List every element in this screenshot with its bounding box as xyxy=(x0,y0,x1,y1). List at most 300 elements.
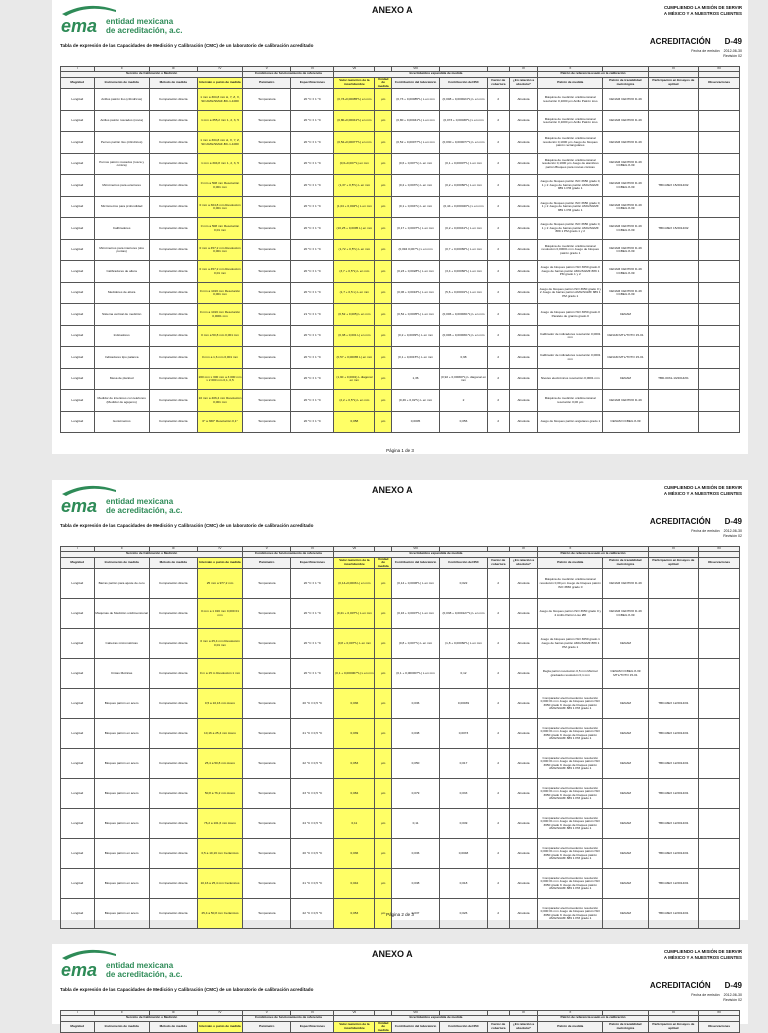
column-header: Participación en Ensayos de aptitud xyxy=(648,1021,698,1033)
cell-ibc: (0,008 + 0,000024*L) L en mm xyxy=(440,89,488,111)
cell-par: Temperatura xyxy=(243,659,291,689)
column-number: II xyxy=(94,547,149,552)
cell-pat: Comparador electromecánico resolución 0,000 01 mm Juego de bloques patrón ISO 3650 grado K Juego de bloques patrón AMG/SGMF 889 1 PM grado 1 xyxy=(538,869,603,899)
group-header: Condiciones de funcionamiento de referencia xyxy=(243,551,334,557)
column-number: X xyxy=(538,547,603,552)
cell-uni: µm xyxy=(375,749,392,779)
cell-k: 2 xyxy=(488,599,510,629)
cell-lab: 0,079 xyxy=(392,779,440,809)
cell-inst: Goniómetros xyxy=(94,411,149,433)
cell-esp: 21 °C ± 0,5 °C xyxy=(291,719,334,749)
cell-uni: µm xyxy=(375,368,392,390)
cell-obs xyxy=(699,261,740,283)
cmc-table-page-3 xyxy=(60,1010,740,1033)
cell-abs: Absoluta xyxy=(509,599,538,629)
document-page-1 xyxy=(52,0,748,454)
cell-pat: Comparador electromecánico resolución 0,000 01 mm Juego de bloques patrón ISO 3650 grado K Juego de bloques patrón AMG/SGMF 889 1 PM grado 1 xyxy=(538,719,603,749)
cell-uni: µm xyxy=(375,261,392,283)
cell-esp: 24 °C ± 0,5 °C xyxy=(291,809,334,839)
cell-int: 0,5 a 10,16 mm Cerámicos xyxy=(197,839,243,869)
cell-pat: Comparador electromecánico resolución 0,000 01 mm Juego de bloques patrón ISO 3650 grado K Juego de bloques patrón AMG/SGMF 889 1 PM grado 1 xyxy=(538,809,603,839)
cell-esp: 20 °C ± 1 °C xyxy=(291,325,334,347)
cell-abs: Absoluta xyxy=(509,110,538,132)
column-header: Método de medida xyxy=(149,77,197,89)
cell-mag: Longitud xyxy=(61,239,95,261)
cell-traz: CENAM CENTRO D-49 CCBEG 8-39 xyxy=(603,218,649,240)
slogan: CUMPLIENDO LA MISIÓN DE SERVIR A MÉXICO Y A NUESTROS CLIENTES xyxy=(663,949,742,960)
column-header: Contribución del IBC xyxy=(440,77,488,89)
cell-traz: CENAM CCBEG 8-39 xyxy=(603,411,649,433)
cell-int: 0 mm a 508 mm Resolución 0,01 mm xyxy=(197,218,243,240)
cell-inst: Bloques patrón en acero xyxy=(94,809,149,839)
cell-ibc: (0,44 + 0,000040*L) L en mm xyxy=(440,196,488,218)
cell-met: Comparación directa xyxy=(149,749,197,779)
cell-inst: Anillos patrón liso (cilíndricos) xyxy=(94,89,149,111)
column-number: XI xyxy=(648,67,698,72)
cell-inst: Pernos patrón liso (cilíndricos) xyxy=(94,132,149,154)
cell-obs xyxy=(699,629,740,659)
cell-val: 0,058 xyxy=(334,411,375,433)
cell-lab: 0,0005 xyxy=(392,411,440,433)
cell-inst: Bloques patrón en acero xyxy=(94,899,149,929)
table-row xyxy=(61,239,740,261)
cell-val: (0,21 + 0,007*L) L en mm xyxy=(334,599,375,629)
cell-traz: CENAM xyxy=(603,899,649,929)
cell-int: 0° a 360° Resolución 0,1° xyxy=(197,411,243,433)
column-number: X xyxy=(538,67,603,72)
column-number: VII xyxy=(334,547,375,552)
cell-met: Comparación directa xyxy=(149,325,197,347)
cell-obs xyxy=(699,218,740,240)
cell-part: TBD-MEX 15/2014/02 xyxy=(648,175,698,197)
column-number: IV xyxy=(197,67,243,72)
cell-k: 2 xyxy=(488,569,510,599)
column-header: Patrón de medida xyxy=(538,1021,603,1033)
cell-lab: 0,037 xyxy=(392,899,440,929)
cell-par: Temperatura xyxy=(243,779,291,809)
cell-part xyxy=(648,89,698,111)
cell-ibc: 2 xyxy=(440,390,488,412)
cell-ibc: (3,4 + 0,00066*L) L en mm xyxy=(440,261,488,283)
cell-traz: CENAM xyxy=(603,749,649,779)
cell-int: 1 mm a 304,8 mm 1, 2, 3, 5 xyxy=(197,153,243,175)
cell-pat: Juego de bloques patrón ISO 3650 grado 0 y 2 Juego de barras patrón AMG/SGMF 889 1 PM grado 1 xyxy=(538,282,603,304)
cell-ibc: 0,033 xyxy=(440,779,488,809)
cell-k: 2 xyxy=(488,239,510,261)
cell-pat: Comparador electromecánico resolución 0,000 01 mm Juego de bloques patrón ISO 3650 grado K Juego de bloques patrón AMG/SGMF 889 1 PM grado 1 xyxy=(538,779,603,809)
cell-k: 2 xyxy=(488,196,510,218)
cell-par: Temperatura xyxy=(243,261,291,283)
cell-pat: Máquina de medición unidimensional resolución 0,1000 µm Juego de alambres patrón Bloques para roscas cónicas xyxy=(538,153,603,175)
cell-mag: Longitud xyxy=(61,569,95,599)
column-number: VI xyxy=(291,67,334,72)
cell-val: (0,52+0,00077*L) en mm xyxy=(334,132,375,154)
cell-part xyxy=(648,390,698,412)
cell-traz: CENAM xyxy=(603,869,649,899)
cell-traz: CENAM CENTRO D-49 xyxy=(603,110,649,132)
cell-obs xyxy=(699,153,740,175)
cell-lab: (0,8 + 0,007*L) L en mm xyxy=(392,629,440,659)
cell-uni: µm xyxy=(375,304,392,326)
cell-ibc: 0,056 xyxy=(440,411,488,433)
column-number: VIII xyxy=(392,67,440,72)
cell-int: 1 mm a 304,8 mm Δ, X, Y, Z, SD AMG/SMAF-BC-1-1000 xyxy=(197,132,243,154)
cell-lab: (0,16 + 0,0007*L) L en mm xyxy=(392,599,440,629)
cell-k: 2 xyxy=(488,304,510,326)
document-meta: Fecha de emisión 2012-06-30 Revisión 02 xyxy=(691,49,742,58)
cell-par: Temperatura xyxy=(243,719,291,749)
table-row xyxy=(61,749,740,779)
cell-obs xyxy=(699,110,740,132)
cell-ibc: (5,6 + 0,00001*L) L en mm xyxy=(440,282,488,304)
cell-inst: Micrómetros para interiores (dos puntas) xyxy=(94,239,149,261)
column-number: V xyxy=(243,67,291,72)
cell-abs: Absoluta xyxy=(509,368,538,390)
cell-met: Comparación directa xyxy=(149,347,197,369)
cell-part xyxy=(648,282,698,304)
cell-k: 2 xyxy=(488,175,510,197)
cell-uni: µm xyxy=(375,659,392,689)
cell-mag: Longitud xyxy=(61,304,95,326)
cell-k: 2 xyxy=(488,368,510,390)
cell-k: 2 xyxy=(488,282,510,304)
cell-lab: (0,23 + 0,0028*L) L en mm xyxy=(392,261,440,283)
cell-obs xyxy=(699,390,740,412)
cell-mag: Longitud xyxy=(61,110,95,132)
cell-k: 2 xyxy=(488,779,510,809)
cell-uni: µm xyxy=(375,411,392,433)
document-meta: Fecha de emisión 2012-06-30 Revisión 02 xyxy=(691,993,742,1002)
column-number: XI xyxy=(648,1011,698,1016)
column-header: Contribución del laboratorio xyxy=(392,557,440,569)
cell-met: Comparación directa xyxy=(149,218,197,240)
cell-mag: Longitud xyxy=(61,779,95,809)
cell-traz: CENAM CENTRO D-49 CCBEG 8-39 xyxy=(603,153,649,175)
cell-val: 0,036 xyxy=(334,839,375,869)
ema-logo xyxy=(58,2,208,36)
cell-esp: 22 °C ± 0,5 °C xyxy=(291,749,334,779)
cell-esp: 20 °C ± 1 °C xyxy=(291,175,334,197)
cell-ibc: 0,0073 xyxy=(440,719,488,749)
svg-text:entidad mexicana: entidad mexicana xyxy=(106,497,174,506)
cell-k: 2 xyxy=(488,89,510,111)
cell-val: (0,80+0,00041*L) en mm xyxy=(334,110,375,132)
cell-traz: CENAM CENTRO D-49 CCBEG 8-39 xyxy=(603,261,649,283)
cell-lab: 1,36 xyxy=(392,368,440,390)
cell-traz: CENAM xyxy=(603,779,649,809)
cell-part xyxy=(648,153,698,175)
cmc-table-page-1 xyxy=(60,66,740,433)
cell-par: Temperatura xyxy=(243,839,291,869)
cell-esp: 20 °C ± 1 °C xyxy=(291,239,334,261)
cell-val: 0,053 xyxy=(334,899,375,929)
cell-part xyxy=(648,239,698,261)
group-header: Condiciones de funcionamiento de referencia xyxy=(243,71,334,77)
column-header: Método de medida xyxy=(149,557,197,569)
column-header: Instrumento de medida xyxy=(94,77,149,89)
cell-obs xyxy=(699,239,740,261)
cell-pat: Comparador electromecánico resolución 0,000 01 mm Juego de bloques patrón ISO 3650 grado K Juego de bloques patrón AMG/SGMF 889 1 PM grado 1 xyxy=(538,689,603,719)
column-header: Valor numérico de la incertidumbre xyxy=(334,77,375,89)
cell-abs: Absoluta xyxy=(509,719,538,749)
column-header: Observaciones xyxy=(699,1021,740,1033)
group-header: Servicio de Calibración o Medición xyxy=(61,551,243,557)
svg-text:ema: ema xyxy=(61,496,98,516)
cell-traz: CENAM CENTRO D-49 CCBEG 8-39 xyxy=(603,175,649,197)
column-header: Participación en Ensayos de aptitud xyxy=(648,77,698,89)
cell-obs xyxy=(699,89,740,111)
column-header: Magnitud xyxy=(61,557,95,569)
cell-esp: 21 °C ± 1 °C xyxy=(291,304,334,326)
cell-obs xyxy=(699,719,740,749)
cell-abs: Absoluta xyxy=(509,899,538,929)
cell-traz: CENAM CENTRO D-49 xyxy=(603,89,649,111)
column-header: ¿En relación a absoluta? xyxy=(509,77,538,89)
cell-k: 2 xyxy=(488,839,510,869)
cell-int: 0 mm a 50,8 mm 0,001 mm xyxy=(197,325,243,347)
cell-uni: µm xyxy=(375,599,392,629)
cell-pat: Juego de bloques patrón ISO 3650 grado 0, 1 y 2 Juego de barras patrón AMG/SGMF 889 1 PM grado 1 xyxy=(538,175,603,197)
cell-inst: Bloques patrón en acero xyxy=(94,719,149,749)
cell-uni: µm xyxy=(375,239,392,261)
cell-uni: µm xyxy=(375,779,392,809)
table-row xyxy=(61,325,740,347)
cell-mag: Longitud xyxy=(61,749,95,779)
cell-part xyxy=(648,569,698,599)
cell-esp: 20 °C ± 1 °C xyxy=(291,89,334,111)
cell-met: Comparación directa xyxy=(149,89,197,111)
cell-mag: Longitud xyxy=(61,839,95,869)
column-header: Unidad de medida xyxy=(375,1021,392,1033)
cell-inst: Cabezas micrométricas xyxy=(94,629,149,659)
cell-obs xyxy=(699,599,740,629)
column-header: Contribución del laboratorio xyxy=(392,1021,440,1033)
cell-ibc: (0,006 + 0,000061*L) L en mm xyxy=(440,325,488,347)
cell-ibc: 0,022 xyxy=(440,569,488,599)
cell-abs: Absoluta xyxy=(509,569,538,599)
table-row xyxy=(61,809,740,839)
cell-pat: Juego de bloques patrón ISO 3650 grado 0, 1 y 2 Juego de barras patrón AMG/SGMF 889 1 PM grado 1 y 2 xyxy=(538,218,603,240)
cell-inst: Bloques patrón en acero xyxy=(94,779,149,809)
table-row xyxy=(61,839,740,869)
cell-pat: Comparador electromecánico resolución 0,000 01 mm Juego de bloques patrón ISO 3650 grado K Juego de bloques patrón AMG/SGMF 889 1 PM grado 1 xyxy=(538,749,603,779)
cell-int: 1 mm a 355,2 mm 1, 2, 3, 5 xyxy=(197,110,243,132)
column-number: II xyxy=(94,1011,149,1016)
cell-par: Temperatura xyxy=(243,809,291,839)
anexo-title: ANEXO A xyxy=(372,5,413,15)
cell-obs xyxy=(699,325,740,347)
table-row xyxy=(61,89,740,111)
cell-pat: Juego de bloques patrón ISO 3650 grado 0 Paralelo de granito grado 0 xyxy=(538,304,603,326)
cell-int: 0 m a 15 m Resolución 1 mm xyxy=(197,659,243,689)
cell-par: Temperatura xyxy=(243,899,291,929)
cell-obs xyxy=(699,689,740,719)
cell-par: Temperatura xyxy=(243,175,291,197)
cell-val: (0,14+0,0006 L) en mm xyxy=(334,569,375,599)
cell-int: 25,4 a 50,8 mm Acero xyxy=(197,749,243,779)
svg-text:ema: ema xyxy=(61,16,98,36)
column-header: Parámetro xyxy=(243,557,291,569)
cell-ibc: 0,017 xyxy=(440,749,488,779)
cell-abs: Absoluta xyxy=(509,629,538,659)
cell-inst: Medidores de altura xyxy=(94,282,149,304)
cell-int: 76,2 a 101,6 mm Acero xyxy=(197,809,243,839)
cell-esp: 20 °C ± 1 °C xyxy=(291,599,334,629)
column-number: III xyxy=(149,547,197,552)
cell-k: 2 xyxy=(488,325,510,347)
cell-inst: Medidor de interiores con telefonos (Medidor de agujeros) xyxy=(94,390,149,412)
column-header: Parámetro xyxy=(243,77,291,89)
cell-pat: Juego de bloques patrón ISO 3650 grado 0 Juego de barras patrón AMG/SGMF 889 1 PM grado 1 y 2 xyxy=(538,261,603,283)
group-header: Patrón de referencia usado en la calibración xyxy=(538,1015,648,1021)
cell-par: Temperatura xyxy=(243,347,291,369)
svg-text:de acreditación, a.c.: de acreditación, a.c. xyxy=(106,26,183,35)
cell-k: 2 xyxy=(488,659,510,689)
column-header-row xyxy=(61,557,740,569)
cell-esp: 20 °C ± 1 °C xyxy=(291,282,334,304)
cell-inst: Barras patrón para ajuste de cero xyxy=(94,569,149,599)
cell-int: 10,16 a 25,4 mm Acero xyxy=(197,719,243,749)
cell-part xyxy=(648,196,698,218)
cell-int: 0 mm a 304,8 mm Resolución 0,001 mm xyxy=(197,196,243,218)
cell-pat: Juego de bloques patrón ISO 3650 grado 0 y 2 Anillo Patrón Liso Ø8 xyxy=(538,599,603,629)
group-header: Servicio de Calibración o Medición xyxy=(61,1015,243,1021)
cell-traz: CENAM xyxy=(603,719,649,749)
cell-val: (0,38 + 0,001 L) en mm xyxy=(334,325,375,347)
cell-abs: Absoluta xyxy=(509,304,538,326)
cell-pat: Comparador electromecánico resolución 0,000 01 mm Juego de bloques patrón ISO 3650 grado K Juego de bloques patrón AMG/SGMF 889 1 PM grado 1 xyxy=(538,899,603,929)
column-header: Factor de cobertura xyxy=(488,557,510,569)
cell-mag: Longitud xyxy=(61,261,95,283)
cell-obs xyxy=(699,839,740,869)
cell-lab: (0,52 + 0,00077*L) L en mm xyxy=(392,132,440,154)
svg-text:entidad mexicana: entidad mexicana xyxy=(106,961,174,970)
cell-k: 2 xyxy=(488,390,510,412)
cell-par: Temperatura xyxy=(243,749,291,779)
column-header: Patrón de medida xyxy=(538,77,603,89)
cell-part: TBD-0031-13/2014/01 xyxy=(648,368,698,390)
column-header: Intervalo o punto de medida xyxy=(197,77,243,89)
cell-ibc: (0,073 + 0,00038*L) L en mm xyxy=(440,110,488,132)
cell-lab: (0,2 + 0,003*L) L en mm xyxy=(392,175,440,197)
column-number: XII xyxy=(699,67,740,72)
cell-abs: Absoluta xyxy=(509,239,538,261)
cell-lab: (0,73 + 0,00085*L) L en mm xyxy=(392,89,440,111)
cell-par: Temperatura xyxy=(243,132,291,154)
column-header: Factor de cobertura xyxy=(488,77,510,89)
cell-pat: Máquina de medición unidimensional resolución 0,1000 µm Anillo Patrón Liso xyxy=(538,110,603,132)
cell-ibc: 0,026 xyxy=(440,899,488,929)
cell-part: TBD-MEX 12/2014/01 xyxy=(648,689,698,719)
cell-par: Temperatura xyxy=(243,89,291,111)
cell-k: 2 xyxy=(488,218,510,240)
table-title: Tabla de expresión de las Capacidades de Medición y Calibración (CMC) de un laboratorio de calibración acreditado xyxy=(60,523,314,528)
cell-int: 50,8 a 76,2 mm Acero xyxy=(197,779,243,809)
cell-int: 0 mm a 457,2 mm Resolución 0,001 mm xyxy=(197,239,243,261)
svg-text:de acreditación, a.c.: de acreditación, a.c. xyxy=(106,506,183,515)
column-header: Método de medida xyxy=(149,1021,197,1033)
cell-traz: CENAM CENTRO D-49 xyxy=(603,569,649,599)
column-header: Instrumento de medida xyxy=(94,557,149,569)
cell-par: Temperatura xyxy=(243,325,291,347)
cell-met: Comparación directa xyxy=(149,304,197,326)
cell-obs xyxy=(699,869,740,899)
column-number: III xyxy=(149,1011,197,1016)
cell-lab: 0,036 xyxy=(392,839,440,869)
cell-val: 0,036 xyxy=(334,689,375,719)
cell-abs: Absoluta xyxy=(509,132,538,154)
cell-abs: Absoluta xyxy=(509,261,538,283)
cell-val: (0,1 + 0,000007*L) L en mm xyxy=(334,659,375,689)
cmc-table-page-2 xyxy=(60,546,740,929)
cell-par: Temperatura xyxy=(243,599,291,629)
cell-k: 2 xyxy=(488,629,510,659)
cell-val: (0,8 + 0,007*L) L en mm xyxy=(334,629,375,659)
cell-k: 2 xyxy=(488,869,510,899)
anexo-title: ANEXO A xyxy=(372,949,413,959)
cell-uni: µm xyxy=(375,110,392,132)
column-number: I xyxy=(61,1011,95,1016)
cell-k: 2 xyxy=(488,261,510,283)
cell-par: Temperatura xyxy=(243,196,291,218)
column-number: I xyxy=(61,547,95,552)
column-number: XII xyxy=(699,547,740,552)
column-number: VI xyxy=(291,1011,334,1016)
group-header: Incertidumbre expandida de medida xyxy=(334,551,538,557)
column-header: Observaciones xyxy=(699,557,740,569)
table-row xyxy=(61,368,740,390)
page-footer: Página 1 de 3 xyxy=(386,448,414,453)
cell-ibc: (0,2 + 0,00041*L) L en mm xyxy=(440,218,488,240)
column-number: I xyxy=(61,67,95,72)
cell-traz: CENAM CCBEG 8-39 MTL/TOTO 15-01 xyxy=(603,659,649,689)
table-row xyxy=(61,411,740,433)
table-row xyxy=(61,304,740,326)
cell-met: Comparación directa xyxy=(149,809,197,839)
cell-traz: CENAM xyxy=(603,304,649,326)
cell-uni: µm xyxy=(375,569,392,599)
cell-uni: µm xyxy=(375,347,392,369)
cell-pat: Máquina de medición unidimensional resolución 0,1000 µm Juego de bloques patrón rectangulares xyxy=(538,132,603,154)
cell-mag: Longitud xyxy=(61,218,95,240)
table-row xyxy=(61,689,740,719)
column-number: IV xyxy=(197,547,243,552)
cell-part xyxy=(648,599,698,629)
cell-met: Comparación directa xyxy=(149,282,197,304)
cell-par: Temperatura xyxy=(243,689,291,719)
cell-val: (1,37 + 0,5*L) L en mm xyxy=(334,175,375,197)
cell-abs: Absoluta xyxy=(509,282,538,304)
cell-val: (2,2 + 0,5*L) L en mm xyxy=(334,390,375,412)
cell-obs xyxy=(699,749,740,779)
cell-met: Comparación directa xyxy=(149,689,197,719)
cell-lab: (0,80 + 0,00041*L) L en mm xyxy=(392,110,440,132)
cell-ibc: (0,7 + 0,00066*L) L en mm xyxy=(440,239,488,261)
cell-abs: Absoluta xyxy=(509,839,538,869)
cell-abs: Absoluta xyxy=(509,89,538,111)
cell-mag: Longitud xyxy=(61,89,95,111)
cell-pat: Calibrador de indicadores resolución 0,0001 mm xyxy=(538,325,603,347)
cell-abs: Absoluta xyxy=(509,390,538,412)
cell-lab: (0,17 + 0,0007*L) L en mm xyxy=(392,218,440,240)
svg-text:ema: ema xyxy=(61,960,98,980)
cell-ibc: (0,038 + 0,000127*L) L en mm xyxy=(440,599,488,629)
cell-part xyxy=(648,347,698,369)
cell-val: (10,25 + 0,0095 L) en mm xyxy=(334,218,375,240)
cell-mag: Longitud xyxy=(61,132,95,154)
cell-int: 0 mm a 508 mm Resolución 0,001 mm xyxy=(197,175,243,197)
cell-abs: Absoluta xyxy=(509,749,538,779)
